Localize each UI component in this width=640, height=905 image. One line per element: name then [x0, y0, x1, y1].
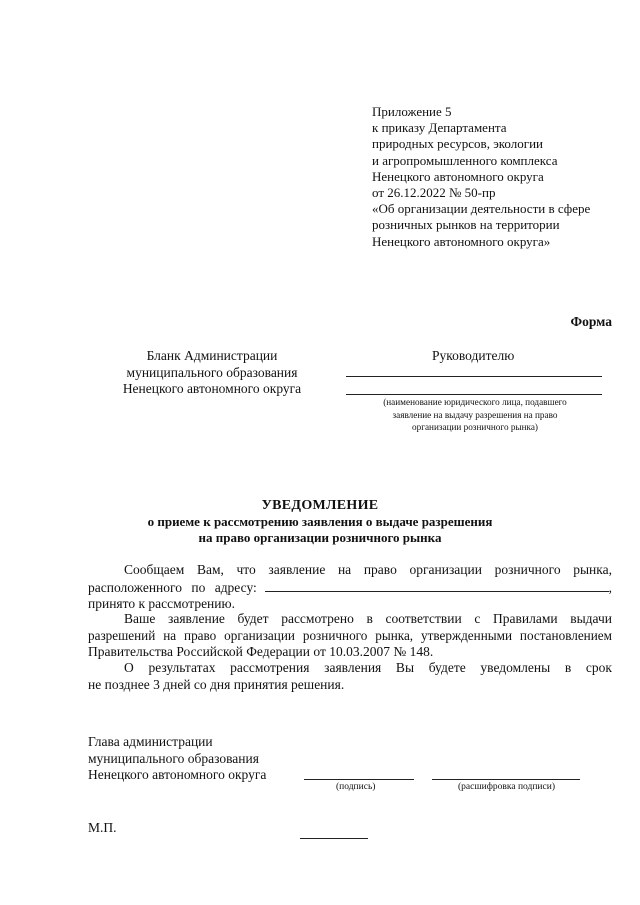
address-fill-line — [265, 579, 609, 592]
note-line: (наименование юридического лица, подавшего — [383, 397, 567, 407]
administration-letterhead — [112, 348, 312, 398]
signature-line — [304, 779, 414, 780]
appendix-line: Приложение 5 — [372, 104, 452, 119]
text-line: О результатах рассмотрения заявления Вы будете уведомлены в срок — [124, 660, 612, 675]
appendix-line: розничных рынков на территории — [372, 217, 560, 233]
signatory-line: муниципального образования — [88, 750, 259, 766]
note-line: организации розничного рынка) — [412, 422, 538, 432]
text-line: разрешений на право организации розничного рынка, утвержденными постановлением — [88, 627, 612, 643]
letterhead-line: Бланк Администрации — [146, 348, 278, 363]
letterhead-line: муниципального образования — [126, 364, 298, 380]
document-title: УВЕДОМЛЕНИЕ — [261, 498, 379, 513]
appendix-line: от 26.12.2022 № 50-пр — [372, 185, 496, 201]
decoding-caption: (расшифровка подписи) — [458, 782, 555, 792]
text-line: Правительства Российской Федерации от 10.03.2007 № 148. — [88, 644, 434, 659]
addressee-label: Руководителю — [432, 348, 515, 363]
text-line: не позднее 3 дней со дня принятия решения. — [88, 676, 345, 692]
text-line: Ваше заявление будет рассмотрено в соответствии с Правилами выдачи — [124, 611, 612, 626]
address-comma: , — [608, 579, 612, 595]
signature-decoding-line — [432, 779, 580, 780]
letterhead-line: Ненецкого автономного округа — [122, 381, 302, 396]
signatory-line: Глава администрации — [88, 734, 213, 749]
appendix-line: Ненецкого автономного округа» — [372, 233, 551, 249]
appendix-line: и агропромышленного комплекса — [372, 152, 558, 168]
text-line: принято к рассмотрению. — [88, 596, 235, 611]
document-subtitle: на право организации розничного рынка — [198, 530, 442, 545]
stamp-place: М.П. — [88, 820, 117, 835]
appendix-line: «Об организации деятельности в сфере — [372, 201, 591, 217]
signatory-line: Ненецкого автономного округа — [88, 767, 267, 782]
appendix-line: природных ресурсов, экологии — [372, 136, 543, 152]
signatory-block — [88, 734, 266, 784]
appendix-line: Ненецкого автономного округа — [372, 168, 544, 184]
text-line: Сообщаем Вам, что заявление на право организации розничного рынка, — [124, 562, 612, 577]
form-label: Форма — [570, 314, 612, 329]
addressee-line-2 — [346, 394, 602, 395]
paragraph-1 — [88, 562, 612, 613]
footer-divider — [300, 838, 368, 839]
document-subtitle: о приеме к рассмотрению заявления о выдаче разрешения — [147, 514, 493, 529]
paragraph-2 — [88, 611, 612, 661]
paragraph-3 — [88, 660, 612, 693]
appendix-line: к приказу Департамента — [372, 120, 507, 136]
address-row — [88, 579, 612, 597]
addressee-line-1 — [346, 376, 602, 377]
note-line: заявление на выдачу разрешения на право — [392, 409, 558, 420]
address-label: расположенного по адресу: — [88, 579, 257, 595]
signature-caption: (подпись) — [336, 782, 376, 792]
appendix-header — [372, 104, 590, 250]
addressee-note — [340, 396, 610, 434]
